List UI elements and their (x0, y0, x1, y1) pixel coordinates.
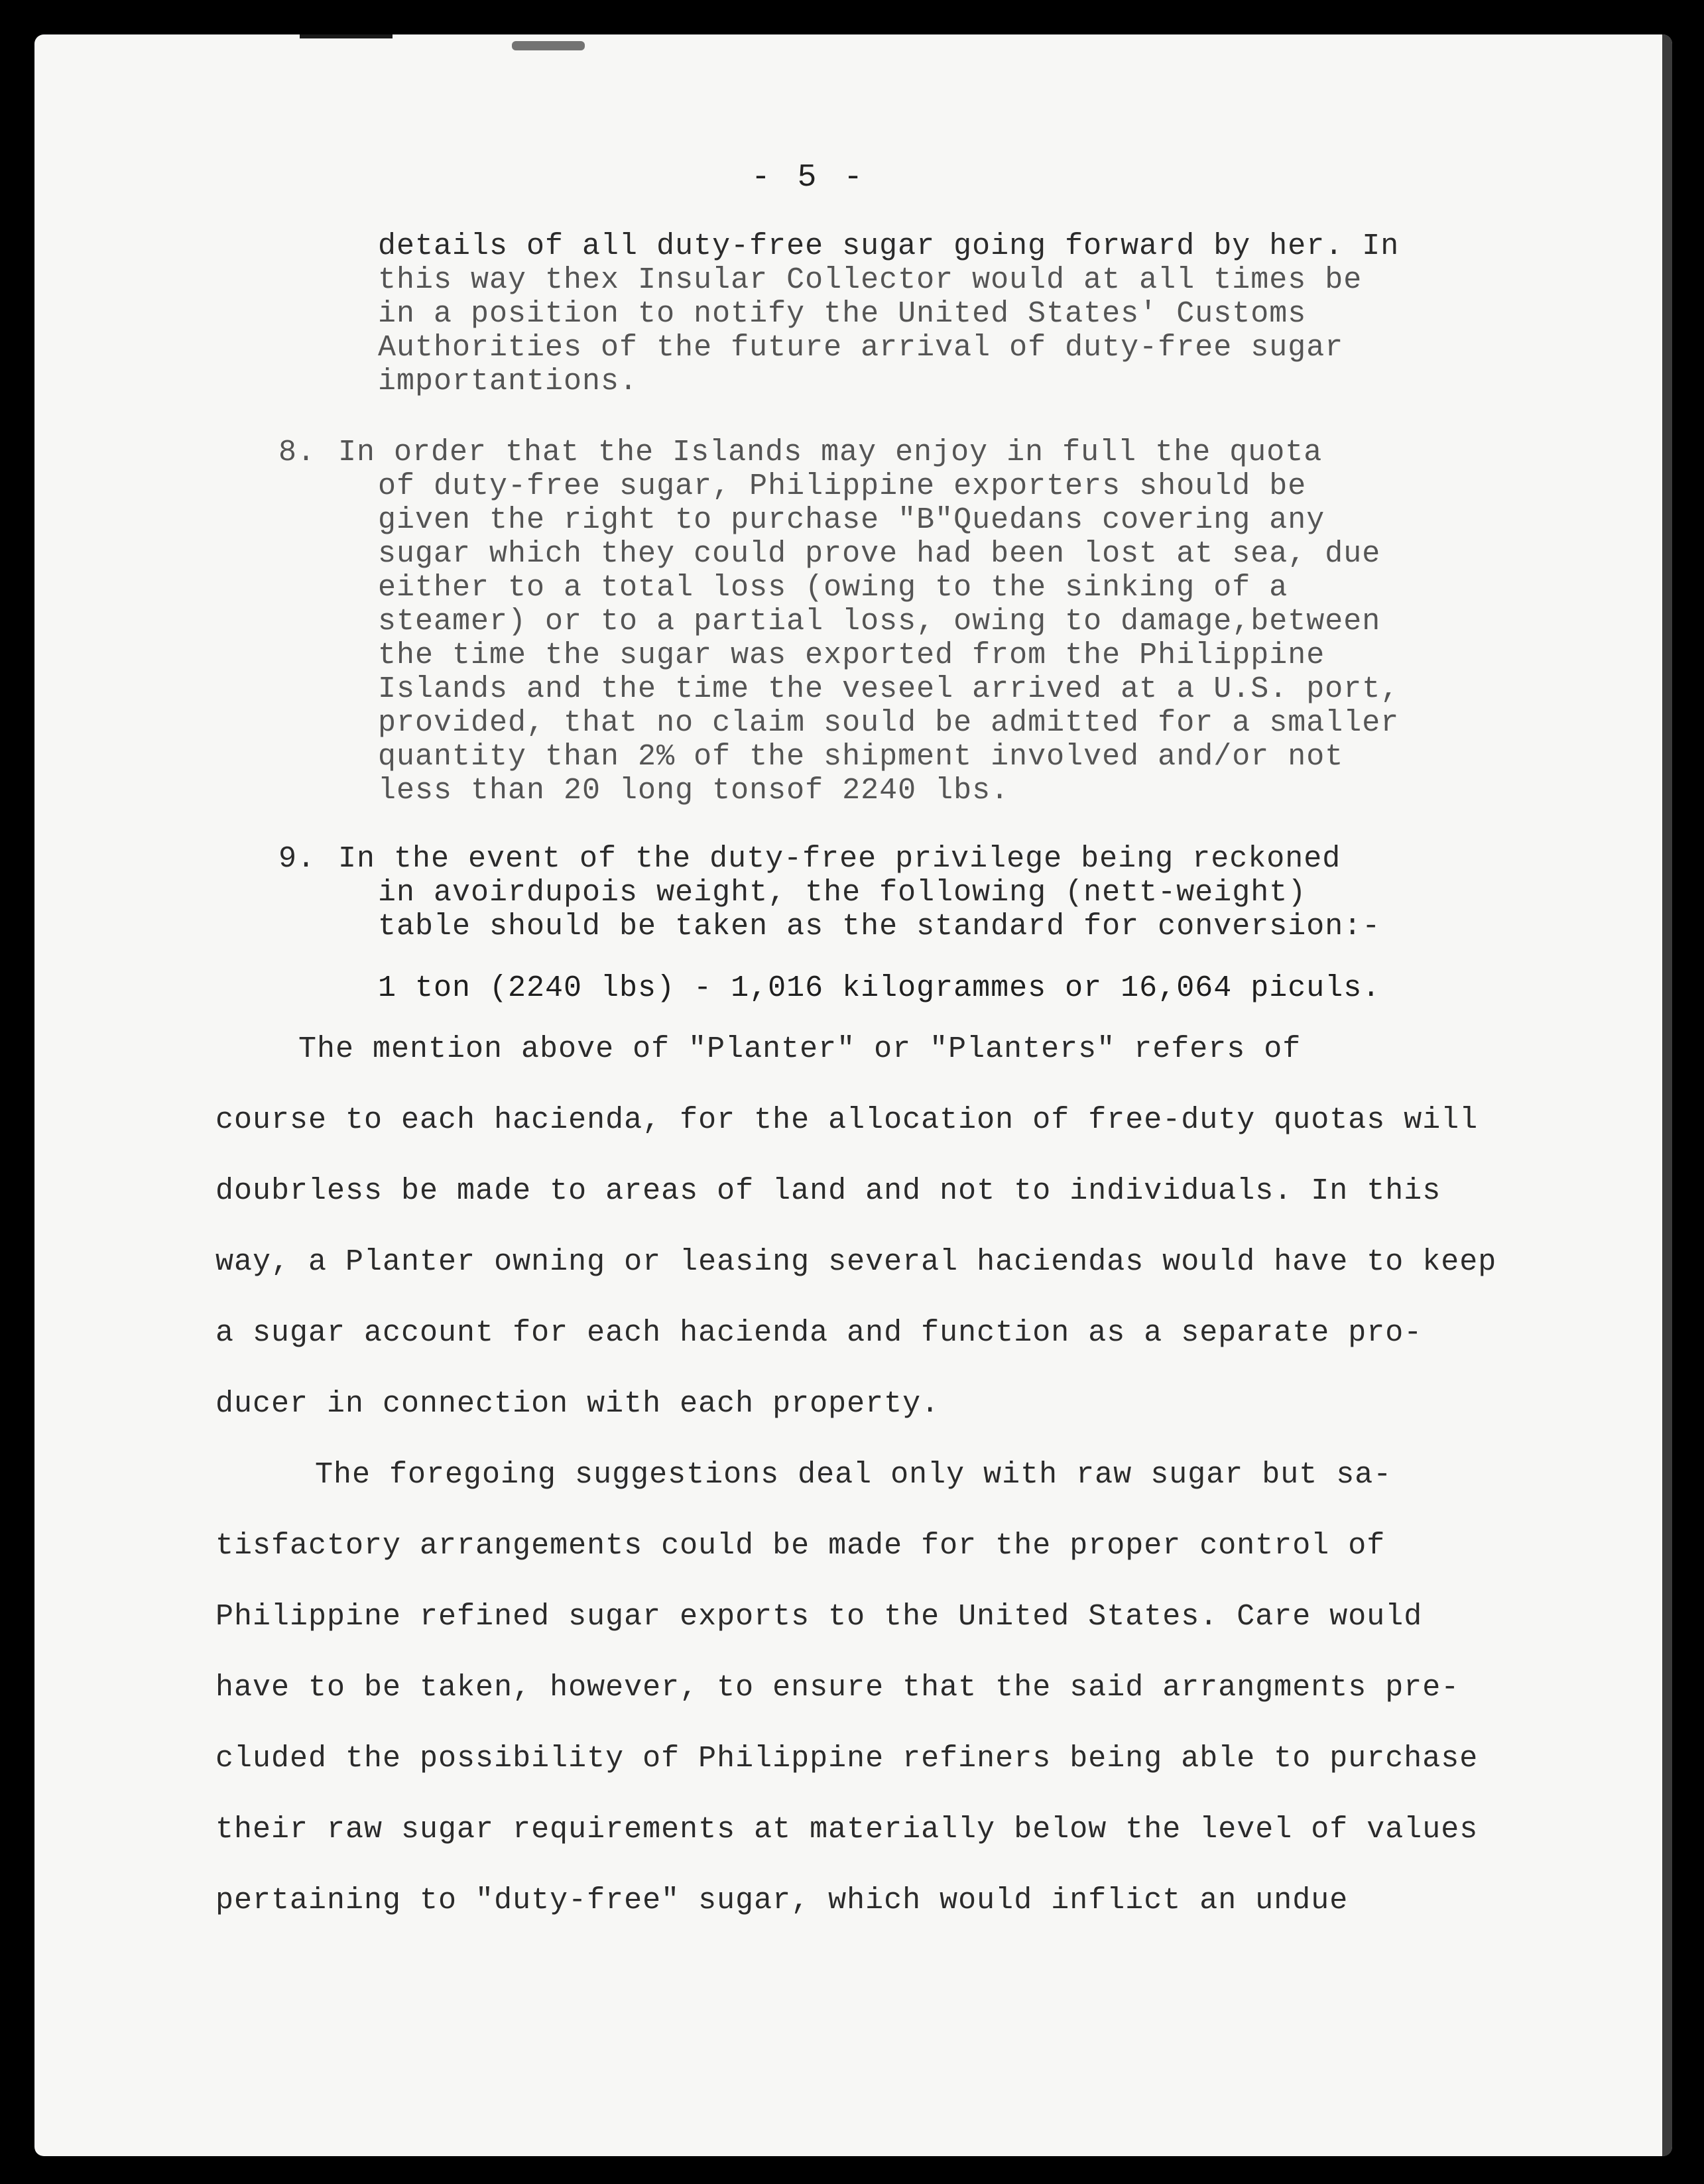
paragraph-2-line-1: The foregoing suggestions deal only with raw sugar but sa- (315, 1458, 1392, 1492)
continuation-line-2: this way thex Insular Collector would at all times be (378, 263, 1363, 297)
continuation-line-3: in a position to notify the United States' Customs (378, 297, 1307, 331)
paragraph-1-line-1: The mention above of "Planter" or "Planters" refers of (298, 1032, 1302, 1066)
paragraph-2-line-5: cluded the possibility of Philippine refiners being able to purchase (215, 1742, 1479, 1776)
item-8-line-4: sugar which they could prove had been lost at sea, due (378, 537, 1381, 571)
item-9-line-2: in avoirdupois weight, the following (nett-weight) (378, 876, 1307, 910)
item-8-line-11: less than 20 long tonsof 2240 lbs. (378, 774, 1010, 808)
paragraph-1-line-6: ducer in connection with each property. (215, 1387, 940, 1421)
scan-mark-top-center (512, 41, 585, 50)
item-9-line-3: table should be taken as the standard for conversion:- (378, 910, 1381, 943)
item-8-line-9: provided, that no claim sould be admitted for a smaller (378, 706, 1400, 740)
paragraph-2-line-3: Philippine refined sugar exports to the United States. Care would (215, 1600, 1423, 1634)
conversion-line: 1 ton (2240 lbs) - 1,016 kilogrammes or 16,064 piculs. (378, 971, 1381, 1005)
continuation-line-1: details of all duty-free sugar going forward by her. In (378, 229, 1400, 263)
page-number: - 5 - (751, 160, 867, 196)
item-8-line-5: either to a total loss (owing to the sinking of a (378, 571, 1288, 605)
item-8-line-1: In order that the Islands may enjoy in full the quota (338, 436, 1323, 469)
continuation-line-4: Authorities of the future arrival of duty-free sugar (378, 331, 1344, 365)
paragraph-1-line-5: a sugar account for each hacienda and function as a separate pro- (215, 1316, 1423, 1350)
item-8-line-10: quantity than 2% of the shipment involved and/or not (378, 740, 1344, 774)
paragraph-2-line-6: their raw sugar requirements at materially below the level of values (215, 1813, 1479, 1847)
item-8-line-6: steamer) or to a partial loss, owing to damage,between (378, 605, 1381, 638)
item-8-line-2: of duty-free sugar, Philippine exporters should be (378, 469, 1307, 503)
item-9-line-1: In the event of the duty-free privilege being reckoned (338, 842, 1341, 876)
paragraph-1-line-4: way, a Planter owning or leasing several haciendas would have to keep (215, 1245, 1497, 1279)
paragraph-2-line-2: tisfactory arrangements could be made for the proper control of (215, 1529, 1386, 1563)
item-8-line-3: given the right to purchase "B"Quedans covering any (378, 503, 1325, 537)
item-8-number: 8. (278, 436, 316, 469)
paragraph-1-line-3: doubrless be made to areas of land and not to individuals. In this (215, 1174, 1441, 1208)
paragraph-2-line-4: have to be taken, however, to ensure that the said arrangments pre- (215, 1671, 1460, 1705)
paragraph-1-line-2: course to each hacienda, for the allocation of free-duty quotas will (215, 1103, 1479, 1137)
item-8-line-8: Islands and the time the veseel arrived at a U.S. port, (378, 672, 1400, 706)
scan-mark-top-left (300, 34, 393, 38)
item-8-line-7: the time the sugar was exported from the Philippine (378, 638, 1325, 672)
item-9-number: 9. (278, 842, 316, 876)
scan-mark-right-edge (1662, 34, 1672, 2156)
paragraph-2-line-7: pertaining to "duty-free" sugar, which would inflict an undue (215, 1884, 1349, 1917)
continuation-line-5: importantions. (378, 365, 639, 398)
